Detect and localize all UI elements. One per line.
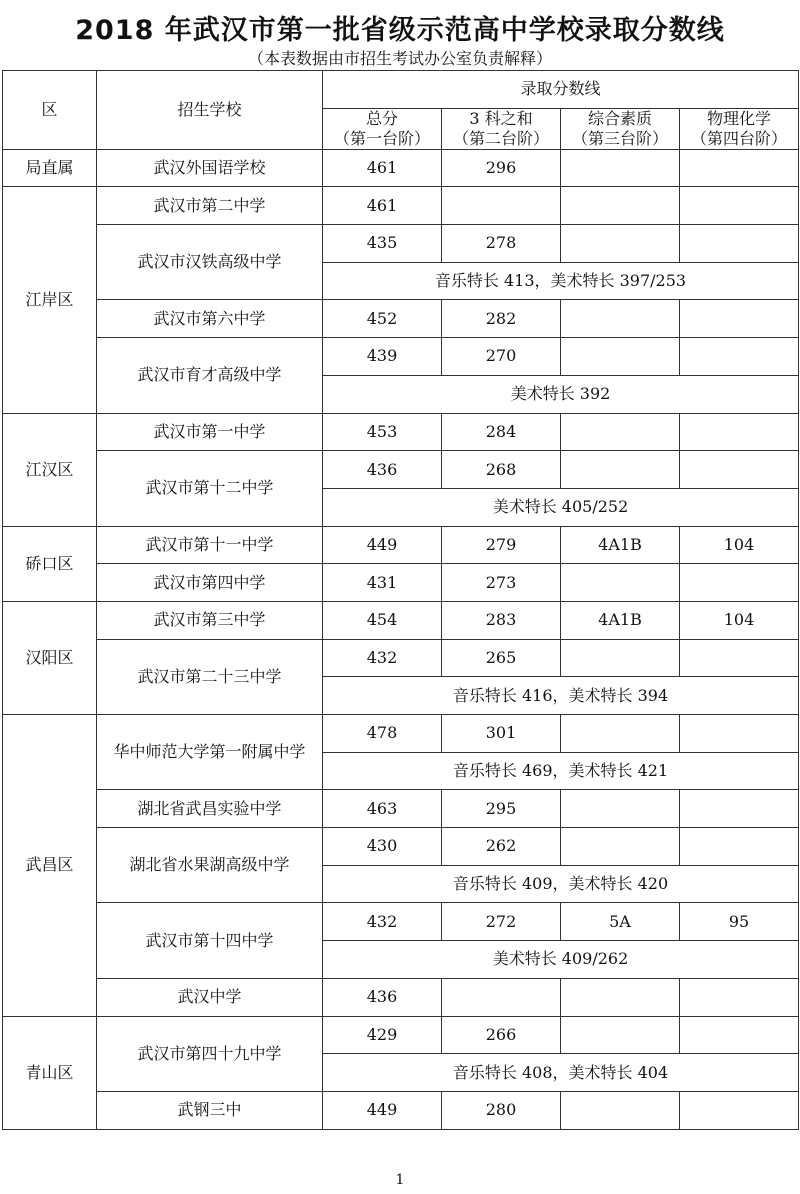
score-comprehensive: [561, 338, 680, 376]
school-name: 武汉市第四中学: [97, 564, 323, 602]
score-total: 453: [323, 413, 442, 451]
score-total: 432: [323, 903, 442, 941]
col-header-total: 总分 （第一台阶）: [323, 108, 442, 149]
score-physics-chemistry: [680, 828, 799, 866]
score-total: 436: [323, 451, 442, 489]
school-row: [3, 526, 799, 564]
special-talent-note: 音乐特长 408，美术特长 404: [323, 1054, 799, 1092]
school-name: 华中师范大学第一附属中学: [97, 715, 323, 790]
district-cell: 江汉区: [3, 413, 97, 526]
score-three-subjects: 301: [442, 715, 561, 753]
score-comprehensive: [561, 225, 680, 263]
score-comprehensive: [561, 790, 680, 828]
score-physics-chemistry: [680, 225, 799, 263]
score-three-subjects: 296: [442, 149, 561, 187]
score-comprehensive: [561, 1091, 680, 1129]
page-title: 2018 年武汉市第一批省级示范高中学校录取分数线: [75, 15, 725, 46]
score-physics-chemistry: [680, 715, 799, 753]
score-total: 430: [323, 828, 442, 866]
school-row: [3, 639, 799, 677]
school-row: [3, 601, 799, 639]
school-row: [3, 187, 799, 225]
school-name: 武汉市第三中学: [97, 601, 323, 639]
score-total: 431: [323, 564, 442, 602]
special-talent-note: 美术特长 409/262: [323, 941, 799, 979]
special-talent-note: 音乐特长 469，美术特长 421: [323, 752, 799, 790]
score-total: 436: [323, 978, 442, 1016]
special-talent-note: 音乐特长 413，美术特长 397/253: [323, 262, 799, 300]
district-cell: 江岸区: [3, 187, 97, 413]
district-header: 区: [3, 71, 97, 150]
score-physics-chemistry: [680, 413, 799, 451]
school-name: 武汉市第六中学: [97, 300, 323, 338]
score-comprehensive: [561, 715, 680, 753]
school-name: 武汉外国语学校: [97, 149, 323, 187]
score-physics-chemistry: [680, 149, 799, 187]
school-name: 武汉中学: [97, 978, 323, 1016]
score-comprehensive: [561, 149, 680, 187]
col-header-three-subjects: 3 科之和 （第二台阶）: [442, 108, 561, 149]
school-name: 武汉市第二十三中学: [97, 639, 323, 714]
school-row: [3, 1091, 799, 1129]
score-physics-chemistry: [680, 978, 799, 1016]
score-comprehensive: 4A1B: [561, 526, 680, 564]
score-physics-chemistry: [680, 639, 799, 677]
school-name: 武汉市第二中学: [97, 187, 323, 225]
school-name: 武汉市第四十九中学: [97, 1016, 323, 1091]
score-comprehensive: 5A: [561, 903, 680, 941]
district-cell: 武昌区: [3, 715, 97, 1017]
score-physics-chemistry: [680, 338, 799, 376]
school-name: 湖北省水果湖高级中学: [97, 828, 323, 903]
special-talent-note: 音乐特长 416，美术特长 394: [323, 677, 799, 715]
score-physics-chemistry: 104: [680, 526, 799, 564]
score-physics-chemistry: [680, 1091, 799, 1129]
score-total: 461: [323, 187, 442, 225]
score-physics-chemistry: [680, 564, 799, 602]
score-physics-chemistry: [680, 790, 799, 828]
score-total: 435: [323, 225, 442, 263]
district-cell: 局直属: [3, 149, 97, 187]
score-three-subjects: [442, 978, 561, 1016]
score-three-subjects: 278: [442, 225, 561, 263]
page-subtitle: （本表数据由市招生考试办公室负责解释）: [247, 49, 552, 68]
district-cell: 青山区: [3, 1016, 97, 1129]
school-name: 武汉市第一中学: [97, 413, 323, 451]
score-total: 449: [323, 526, 442, 564]
score-physics-chemistry: 95: [680, 903, 799, 941]
score-total: 429: [323, 1016, 442, 1054]
score-total: 452: [323, 300, 442, 338]
district-cell: 硚口区: [3, 526, 97, 601]
score-total: 461: [323, 149, 442, 187]
score-physics-chemistry: 104: [680, 601, 799, 639]
special-talent-note: 美术特长 405/252: [323, 488, 799, 526]
score-three-subjects: 268: [442, 451, 561, 489]
school-name: 武汉市育才高级中学: [97, 338, 323, 413]
district-cell: 汉阳区: [3, 601, 97, 714]
score-three-subjects: [442, 187, 561, 225]
school-row: [3, 225, 799, 263]
school-row: [3, 413, 799, 451]
school-name: 武汉市汉铁高级中学: [97, 225, 323, 300]
score-three-subjects: 270: [442, 338, 561, 376]
score-three-subjects: 272: [442, 903, 561, 941]
score-three-subjects: 266: [442, 1016, 561, 1054]
score-comprehensive: [561, 564, 680, 602]
school-header: 招生学校: [97, 71, 323, 150]
school-row: [3, 300, 799, 338]
score-comprehensive: [561, 187, 680, 225]
score-three-subjects: 282: [442, 300, 561, 338]
score-comprehensive: [561, 413, 680, 451]
score-comprehensive: [561, 451, 680, 489]
score-physics-chemistry: [680, 1016, 799, 1054]
score-total: 478: [323, 715, 442, 753]
score-physics-chemistry: [680, 187, 799, 225]
scores-group-header: 录取分数线: [323, 71, 799, 109]
score-total: 454: [323, 601, 442, 639]
score-comprehensive: 4A1B: [561, 601, 680, 639]
header-row: [3, 71, 799, 109]
special-talent-note: 美术特长 392: [323, 375, 799, 413]
score-total: 439: [323, 338, 442, 376]
school-row: [3, 564, 799, 602]
score-three-subjects: 279: [442, 526, 561, 564]
school-row: [3, 828, 799, 866]
score-comprehensive: [561, 300, 680, 338]
score-comprehensive: [561, 639, 680, 677]
school-row: [3, 451, 799, 489]
score-physics-chemistry: [680, 300, 799, 338]
col-header-physics-chemistry: 物理化学 （第四台阶）: [680, 108, 799, 149]
school-name: 武汉市第十二中学: [97, 451, 323, 526]
school-name: 武汉市第十一中学: [97, 526, 323, 564]
school-row: [3, 790, 799, 828]
school-row: [3, 903, 799, 941]
score-comprehensive: [561, 1016, 680, 1054]
score-three-subjects: 284: [442, 413, 561, 451]
score-three-subjects: 262: [442, 828, 561, 866]
school-name: 武汉市第十四中学: [97, 903, 323, 978]
school-row: [3, 338, 799, 376]
score-three-subjects: 280: [442, 1091, 561, 1129]
admission-score-table: [2, 70, 799, 1130]
school-row: [3, 715, 799, 753]
school-row: [3, 149, 799, 187]
page-number: 1: [395, 1172, 405, 1188]
score-three-subjects: 265: [442, 639, 561, 677]
score-three-subjects: 295: [442, 790, 561, 828]
score-comprehensive: [561, 828, 680, 866]
score-comprehensive: [561, 978, 680, 1016]
score-total: 432: [323, 639, 442, 677]
score-total: 449: [323, 1091, 442, 1129]
score-physics-chemistry: [680, 451, 799, 489]
score-three-subjects: 273: [442, 564, 561, 602]
school-row: [3, 978, 799, 1016]
school-name: 湖北省武昌实验中学: [97, 790, 323, 828]
score-total: 463: [323, 790, 442, 828]
col-header-comprehensive: 综合素质 （第三台阶）: [561, 108, 680, 149]
school-row: [3, 1016, 799, 1054]
special-talent-note: 音乐特长 409，美术特长 420: [323, 865, 799, 903]
school-name: 武钢三中: [97, 1091, 323, 1129]
score-three-subjects: 283: [442, 601, 561, 639]
